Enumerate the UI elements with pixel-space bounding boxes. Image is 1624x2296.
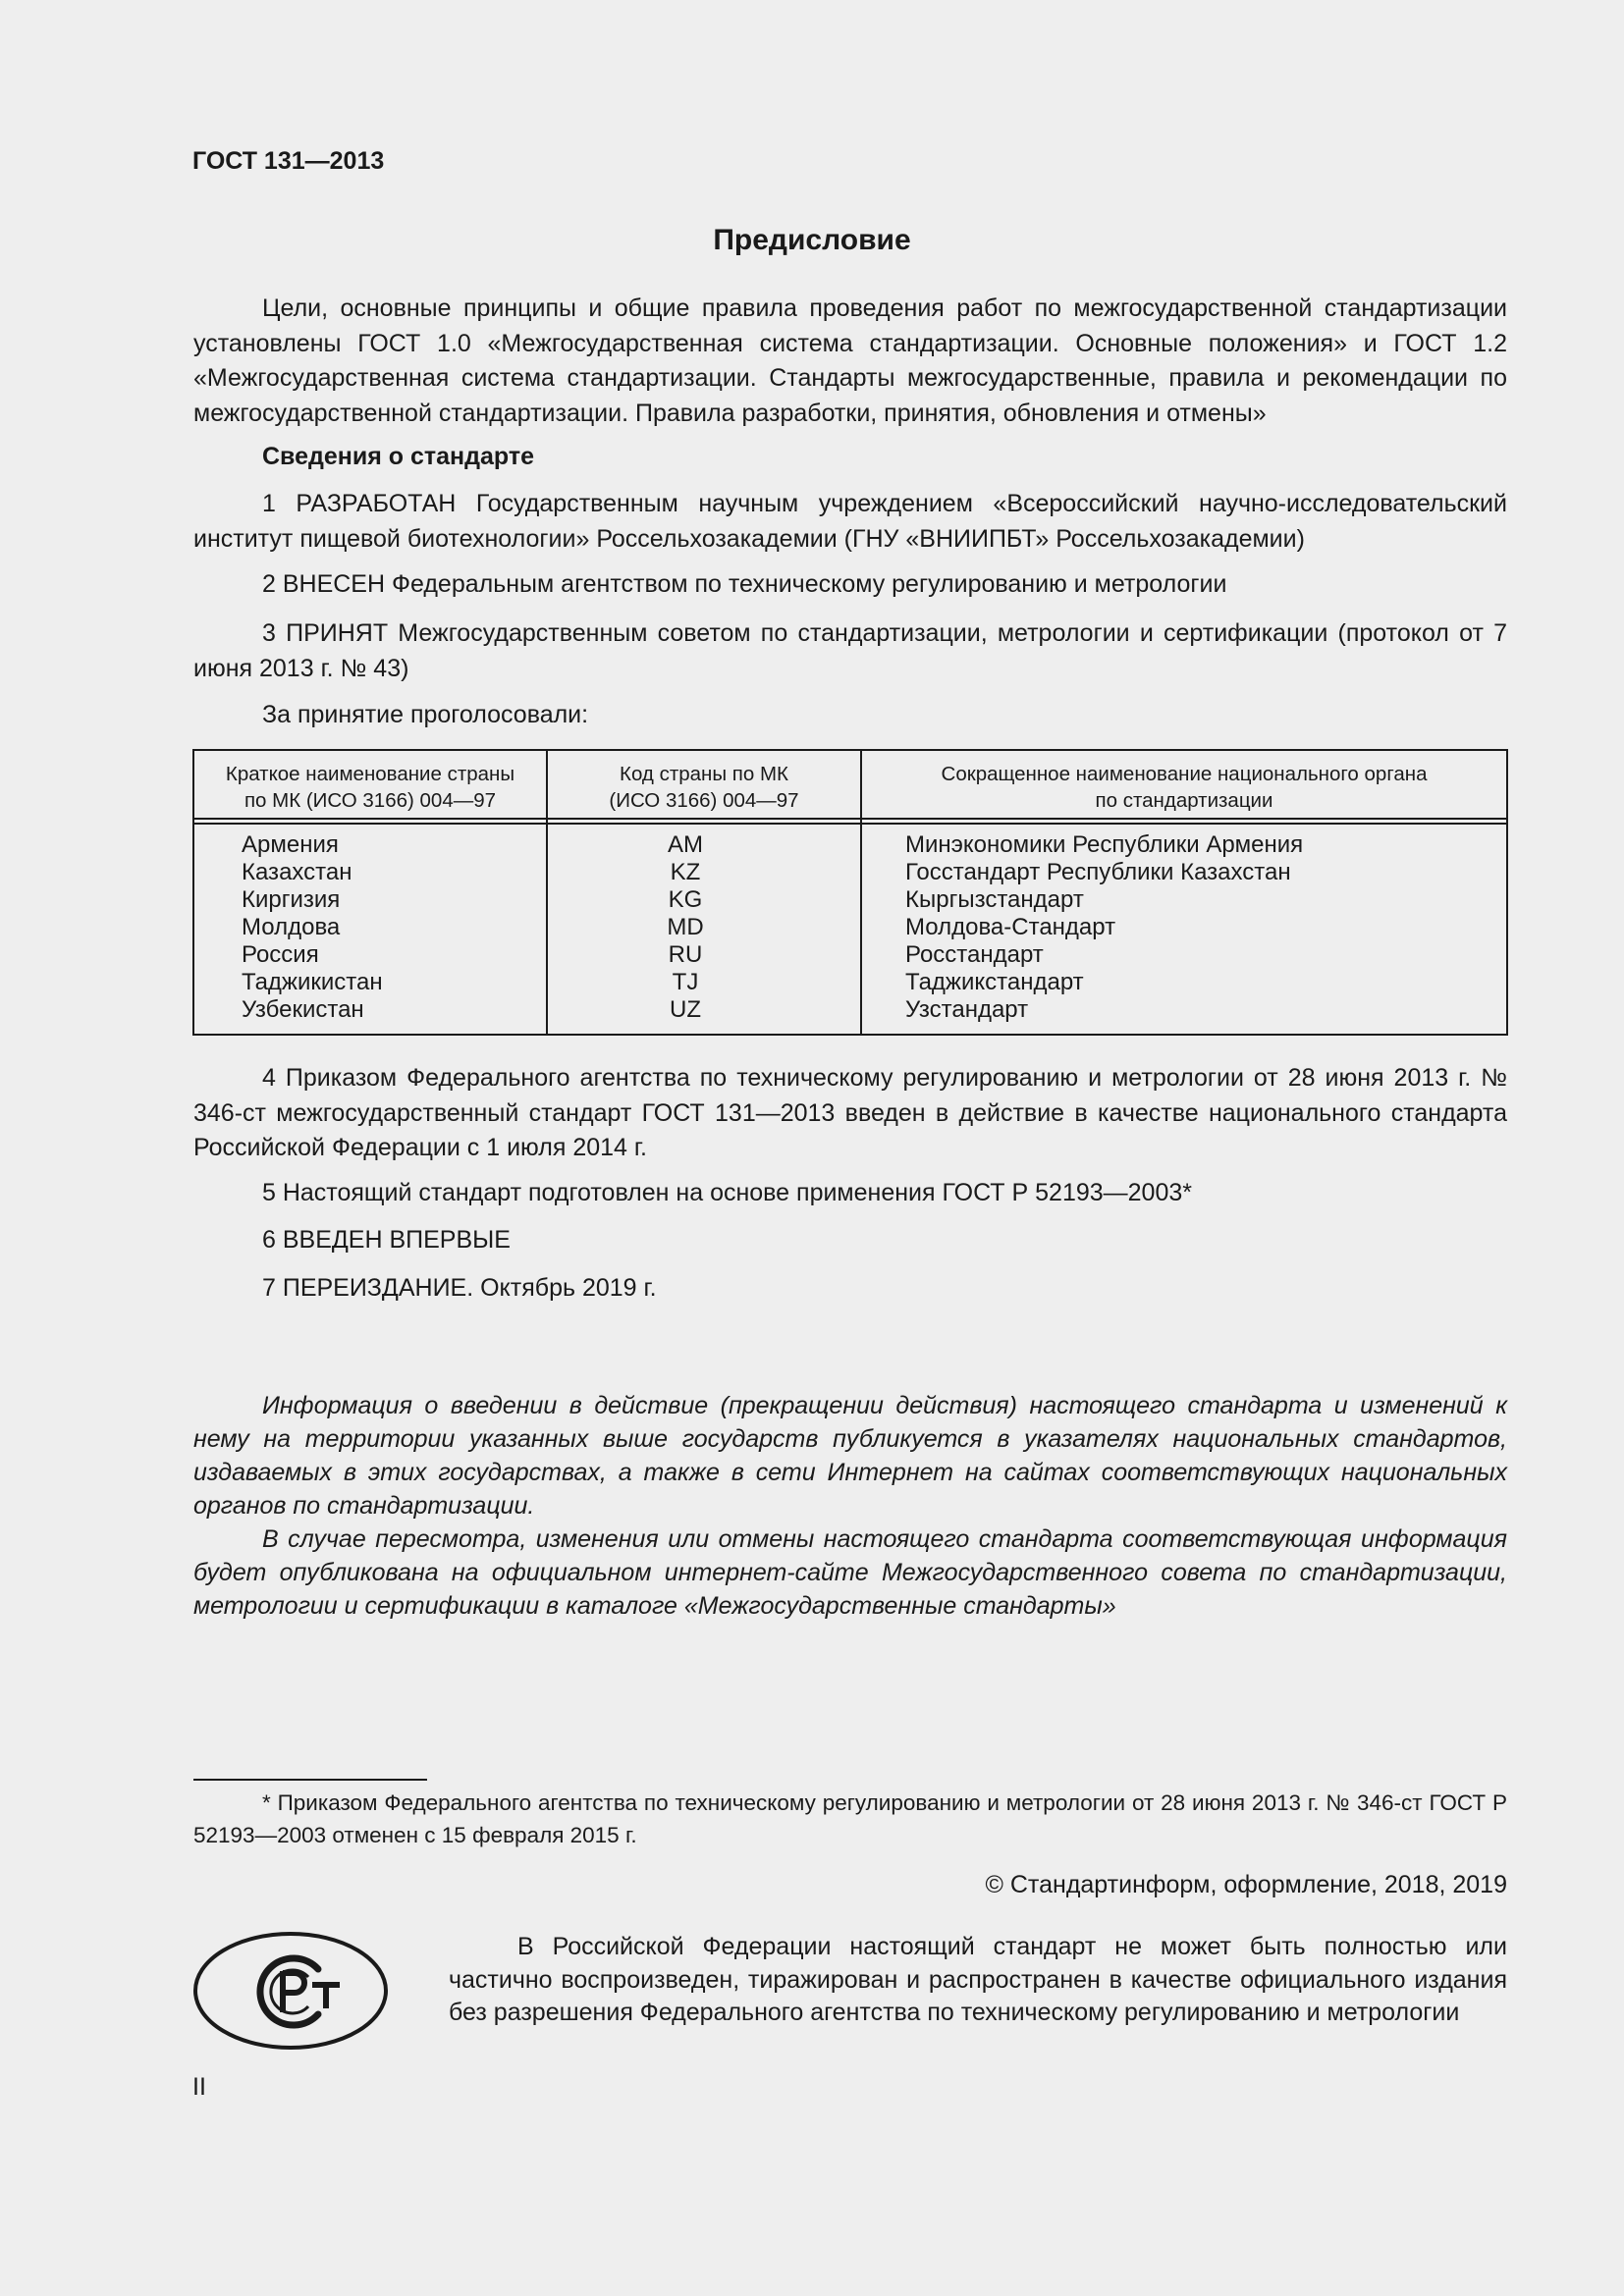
- table-header-body: Сокращенное наименование национального органа по стандартизации: [941, 763, 1428, 812]
- table-cell: RU: [668, 941, 703, 968]
- table-cell: Киргизия: [242, 886, 341, 913]
- page-title: Предисловие: [713, 224, 911, 256]
- document-code: ГОСТ 131—2013: [192, 147, 385, 175]
- table-cell: Узстандарт: [905, 996, 1029, 1023]
- info-note-2: В случае пересмотра, изменения или отмены настоящего стандарта соответствующая информация будет опубликована на официальном интернет-сайте Межгосударственного совета по стандартизации, метрологии и сертификации в каталоге «Межгосударственные стандарты»: [193, 1525, 1507, 1620]
- item-6: 6 ВВЕДЕН ВПЕРВЫЕ: [262, 1226, 511, 1254]
- table-cell: TJ: [672, 969, 699, 995]
- item-7: 7 ПЕРЕИЗДАНИЕ. Октябрь 2019 г.: [262, 1274, 657, 1302]
- table-cell: Минэкономики Республики Армения: [905, 831, 1304, 858]
- table-column-body: [905, 831, 1303, 1024]
- page-number: II: [192, 2073, 206, 2101]
- item-4: 4 Приказом Федерального агентства по техническому регулированию и метрологии от 28 июня 2013 г. № 346-ст межгосударственный стандарт ГОСТ 131—2013 введен в действие в качестве национального стандарта Российской Федерации с 1 июля 2014 г.: [193, 1064, 1507, 1161]
- table-cell: AM: [668, 831, 703, 858]
- table-cell: Росстандарт: [905, 941, 1044, 968]
- table-cell: Узбекистан: [242, 996, 364, 1023]
- table-cell: Казахстан: [242, 859, 352, 885]
- table-cell: Таджикистан: [242, 969, 383, 995]
- table-column-country: [242, 831, 383, 1024]
- table-cell: Армения: [242, 831, 339, 858]
- table-cell: KZ: [670, 859, 701, 885]
- table-cell: Россия: [242, 941, 319, 968]
- footnote: * Приказом Федерального агентства по техническому регулированию и метрологии от 28 июня 2013 г. № 346-ст ГОСТ Р 52193—2003 отменен с 15 февраля 2015 г.: [193, 1790, 1507, 1847]
- item-3: 3 ПРИНЯТ Межгосударственным советом по стандартизации, метрологии и сертификации (протокол от 7 июня 2013 г. № 43): [193, 619, 1507, 682]
- table-header-country: Краткое наименование страны по МК (ИСО 3166) 004—97: [225, 763, 515, 812]
- table-column-code: [548, 831, 823, 1024]
- table-cell: KG: [668, 886, 703, 913]
- intro-paragraph: Цели, основные принципы и общие правила проведения работ по межгосударственной стандартизации установлены ГОСТ 1.0 «Межгосударственная система стандартизации. Основные положения» и ГОСТ 1.2 «Межгосударственная система стандартизации. Стандарты межгосударственные, правила и рекомендации по межгосударственной стандартизации. Правила разработки, принятия, обновления и отмены»: [193, 294, 1507, 427]
- item-5: 5 Настоящий стандарт подготовлен на основе применения ГОСТ Р 52193—2003*: [262, 1179, 1192, 1206]
- table-cell: Кыргызстандарт: [905, 886, 1084, 913]
- table-header-rule: [194, 818, 1506, 820]
- table-cell: MD: [667, 914, 704, 940]
- footnote-divider: [193, 1779, 427, 1781]
- table-cell: Таджикстандарт: [905, 969, 1084, 995]
- item-2: 2 ВНЕСЕН Федеральным агентством по техническому регулированию и метрологии: [262, 570, 1227, 598]
- gost-r-certification-mark-icon: [192, 1930, 389, 2052]
- item-1: 1 РАЗРАБОТАН Государственным научным учреждением «Всероссийский научно-исследовательский институт пищевой биотехнологии» Россельхозакадемии (ГНУ «ВНИИПБТ» Россельхозакадемии): [193, 490, 1507, 553]
- table-header-code: Код страны по МК (ИСО 3166) 004—97: [609, 763, 799, 812]
- table-cell: Молдова: [242, 914, 341, 940]
- info-note-1: Информация о введении в действие (прекращении действия) настоящего стандарта и изменений к нему на территории указанных выше государств публикуется в указателях национальных стандартов, издаваемых в этих государствах, а также в сети Интернет на сайтах соответствующих национальных органов по стандартизации.: [193, 1392, 1507, 1520]
- voted-label: За принятие проголосовали:: [262, 701, 589, 728]
- table-cell: Госстандарт Республики Казахстан: [905, 859, 1291, 885]
- table-header-rule: [194, 823, 1506, 825]
- copyright-notice: В Российской Федерации настоящий стандарт не может быть полностью или частично воспроизведен, тиражирован и распространен в качестве официального издания без разрешения Федерального агентства по техническому регулированию и метрологии: [449, 1933, 1507, 2026]
- voting-table: [192, 749, 1508, 1036]
- table-cell: UZ: [670, 996, 701, 1023]
- copyright: © Стандартинформ, оформление, 2018, 2019: [985, 1871, 1507, 1898]
- table-cell: Молдова-Стандарт: [905, 914, 1116, 940]
- info-heading: Сведения о стандарте: [262, 443, 535, 470]
